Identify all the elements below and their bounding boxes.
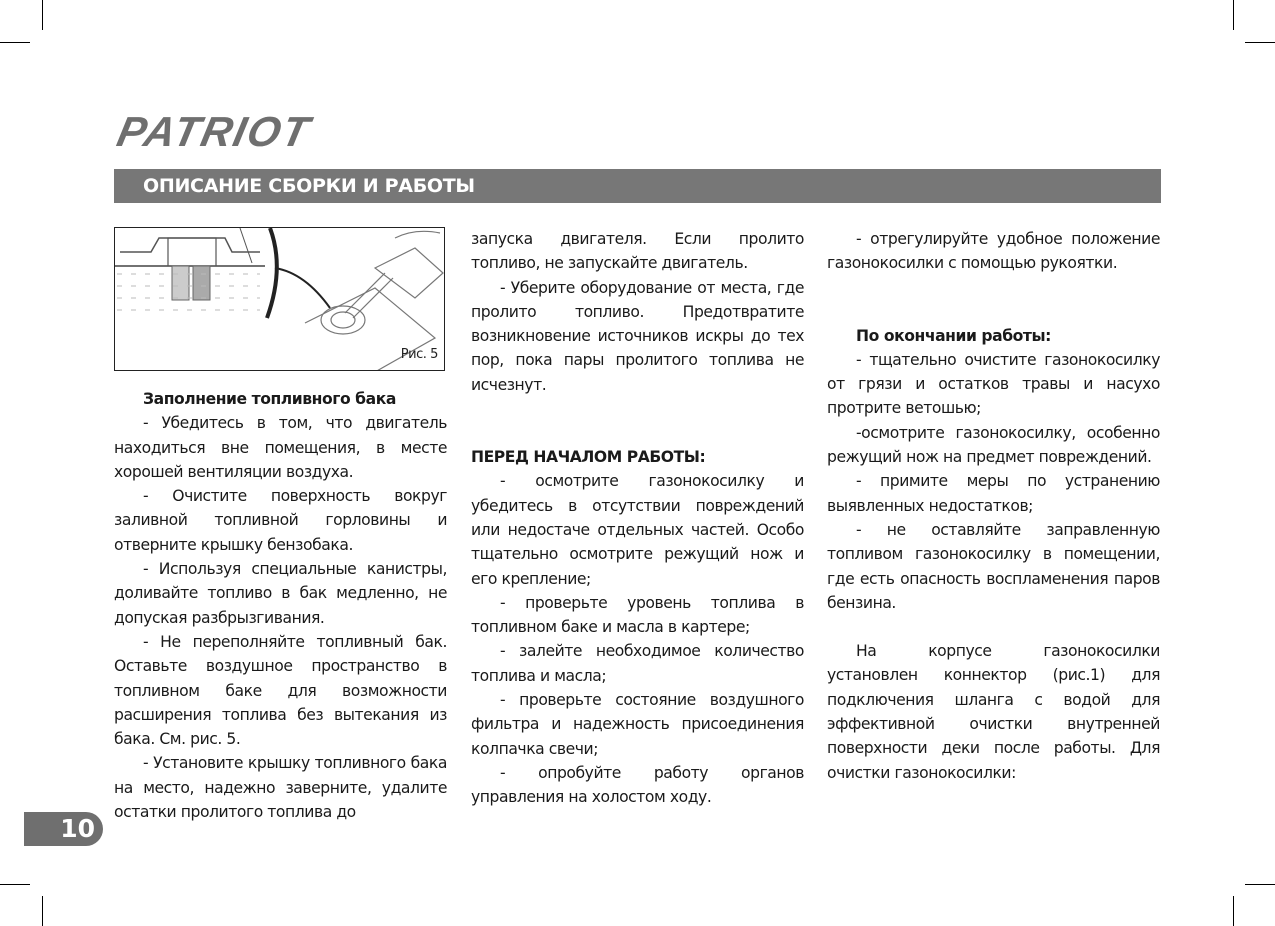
list-item: - залейте необходимое количество топлива и масла; [471, 642, 804, 685]
paragraph-continuation: запуска двигателя. Если пролито топливо, не запускайте двигатель. [471, 230, 804, 273]
column-2 [471, 227, 804, 810]
list-item: - тщательно очистите газонокосилку от грязи и остатков травы и насухо протрите ветошью; [827, 350, 1160, 418]
list-item: - проверьте уровень топлива в топливном баке и масла в картере; [471, 593, 804, 637]
paragraph: - Установите крышку топливного бака на место, надежно заверните, удалите остатки пролитого топлива до [114, 754, 447, 822]
crop-mark [0, 884, 30, 885]
section-heading: По окончании работы: [856, 326, 1051, 345]
figure-5 [114, 227, 445, 371]
spacer [471, 397, 804, 445]
section-title-banner: ОПИСАНИЕ СБОРКИ И РАБОТЫ [114, 169, 1161, 203]
list-item: - опробуйте работу органов управления на холостом ходу. [471, 763, 804, 807]
section-heading: Заполнение топливного бака [143, 390, 396, 408]
section-heading: ПЕРЕД НАЧАЛОМ РАБОТЫ: [471, 448, 706, 467]
spacer [827, 276, 1160, 324]
list-item: - проверьте состояние воздушного фильтра и надежность присоединения колпачка свечи; [471, 691, 804, 758]
brand-logo: PATRIOT [113, 108, 316, 155]
column-1 [114, 227, 447, 824]
crop-mark [1233, 896, 1234, 926]
column-3 [827, 227, 1160, 785]
paragraph: - Убедитесь в том, что двигатель находиться вне помещения, в месте хорошей вентиляции воздуха. [114, 414, 447, 481]
list-item: - осмотрите газонокосилку и убедитесь в отсутствии повреждений или недостаче отдельных частей. Особо тщательно осмотрите режущий нож и его крепление; [471, 472, 804, 588]
figure-caption: Рис. 5 [400, 346, 438, 362]
paragraph: - Не переполняйте топливный бак. Оставьте воздушное пространство в топливном баке для возможности расширения топлива без вытекания из бака. См. рис. 5. [114, 632, 447, 749]
paragraph: На корпусе газонокосилки установлен коннектор (рис.1) для подключения шланга с водой для эффективной очистки внутренней поверхности деки после работы. Для очистки газонокосилки: [827, 642, 1160, 782]
paragraph: - Уберите оборудование от места, где пролито топливо. Предотвратите возникновение источников искры до тех пор, пока пары пролитого топлива не исчезнут. [471, 278, 804, 394]
paragraph: - Используя специальные канистры, доливайте топливо в бак медленно, не допуская разбрызгивания. [114, 560, 447, 627]
list-item: - примите меры по устранению выявленных недостатков; [827, 472, 1160, 515]
spacer [827, 615, 1160, 639]
crop-mark [42, 0, 43, 30]
list-item: - отрегулируйте удобное положение газонокосилки с помощью рукоятки. [827, 230, 1160, 273]
paragraph: - Очистите поверхность вокруг заливной топливной горловины и отверните крышку бензобака. [114, 487, 447, 554]
crop-mark [0, 42, 30, 43]
page-number: 10 [24, 812, 103, 846]
crop-mark [1245, 42, 1275, 43]
crop-mark [1233, 0, 1234, 30]
fuel-tank-refill-icon [115, 228, 445, 371]
list-item: - не оставляйте заправленную топливом газонокосилку в помещении, где есть опасность воспламенения паров бензина. [827, 520, 1160, 612]
crop-mark [42, 896, 43, 926]
list-item: -осмотрите газонокосилку, особенно режущий нож на предмет повреждений. [827, 423, 1160, 467]
crop-mark [1245, 884, 1275, 885]
